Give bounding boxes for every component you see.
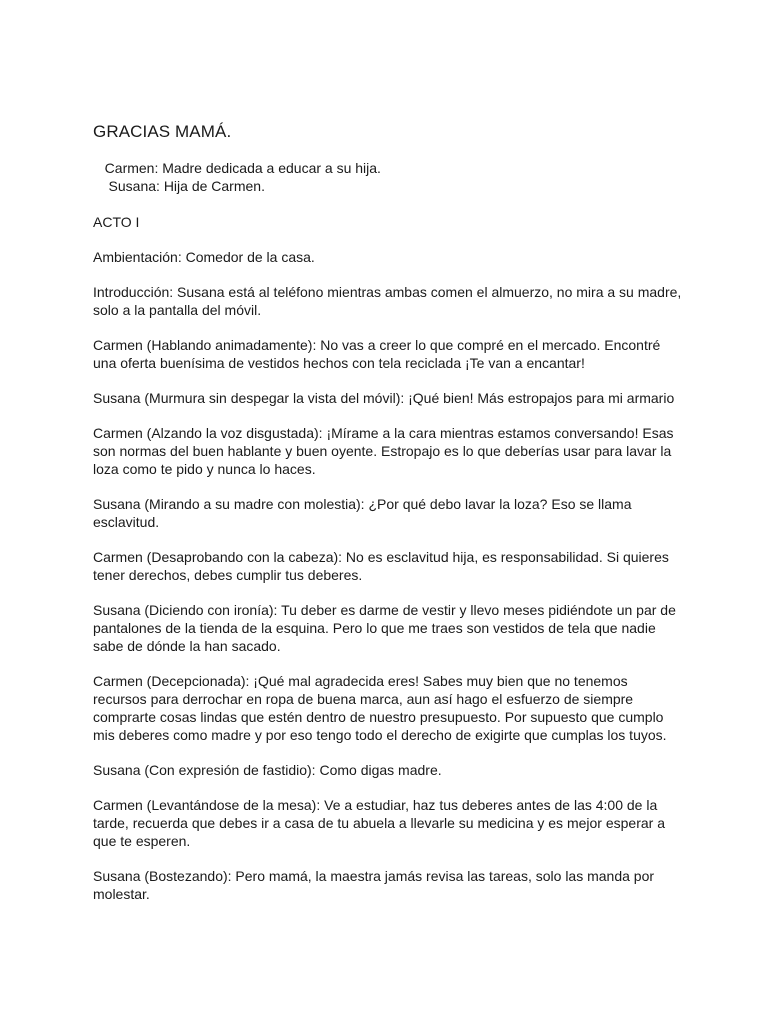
cast-item-susana: Susana: Hija de Carmen.	[93, 178, 265, 194]
cast-list	[93, 159, 683, 195]
introduction-paragraph: Introducción: Susana está al teléfono mientras ambas comen el almuerzo, no mira a su madre, solo a la pantalla del móvil.	[93, 284, 682, 318]
dialogue-line: Carmen (Desaprobando con la cabeza): No es esclavitud hija, es responsabilidad. Si quieres tener derechos, debes cumplir tus deberes.	[93, 549, 669, 583]
dialogue-line: Susana (Mirando a su madre con molestia): ¿Por qué debo lavar la loza? Eso se llama esclavitud.	[93, 496, 632, 530]
cast-item-carmen: Carmen: Madre dedicada a educar a su hija.	[93, 160, 381, 176]
dialogue-line: Susana (Bostezando): Pero mamá, la maestra jamás revisa las tareas, solo las manda por molestar.	[93, 868, 655, 902]
dialogue-line: Susana (Diciendo con ironía): Tu deber es darme de vestir y llevo meses pidiéndote un par de pantalones de la tienda de la esquina. Pero lo que me traes son vestidos de tela que nadie sabe de dónde la han sacado.	[93, 602, 676, 654]
dialogue-line: Carmen (Levantándose de la mesa): Ve a estudiar, haz tus deberes antes de las 4:00 de la tarde, recuerda que debes ir a casa de tu abuela a llevarle su medicina y es mejor esperar a que te esperen.	[93, 797, 665, 849]
dialogue-line: Susana (Con expresión de fastidio): Como digas madre.	[93, 762, 442, 778]
document-page	[93, 122, 683, 920]
dialogue-line: Susana (Murmura sin despegar la vista del móvil): ¡Qué bien! Más estropajos para mi armario	[93, 390, 675, 406]
dialogue-line: Carmen (Alzando la voz disgustada): ¡Mírame a la cara mientras estamos conversando! Esas son normas del buen hablante y buen oyente. Estropajo es lo que deberías usar para lavar la loza como te pido y nunca lo haces.	[93, 425, 674, 477]
document-title: GRACIAS MAMÁ.	[93, 122, 232, 141]
dialogue-line: Carmen (Hablando animadamente): No vas a creer lo que compré en el mercado. Encontré una oferta buenísima de vestidos hechos con tela reciclada ¡Te van a encantar!	[93, 337, 661, 371]
act-heading: ACTO I	[93, 214, 140, 230]
setting-paragraph: Ambientación: Comedor de la casa.	[93, 249, 315, 265]
dialogue-line: Carmen (Decepcionada): ¡Qué mal agradecida eres! Sabes muy bien que no tenemos recursos para derrochar en ropa de buena marca, aun así hago el esfuerzo de siempre comprarte cosas lindas que estén dentro de nuestro presupuesto. Por supuesto que cumplo mis deberes como madre y por eso tengo todo el derecho de exigirte que cumplas los tuyos.	[93, 673, 667, 743]
